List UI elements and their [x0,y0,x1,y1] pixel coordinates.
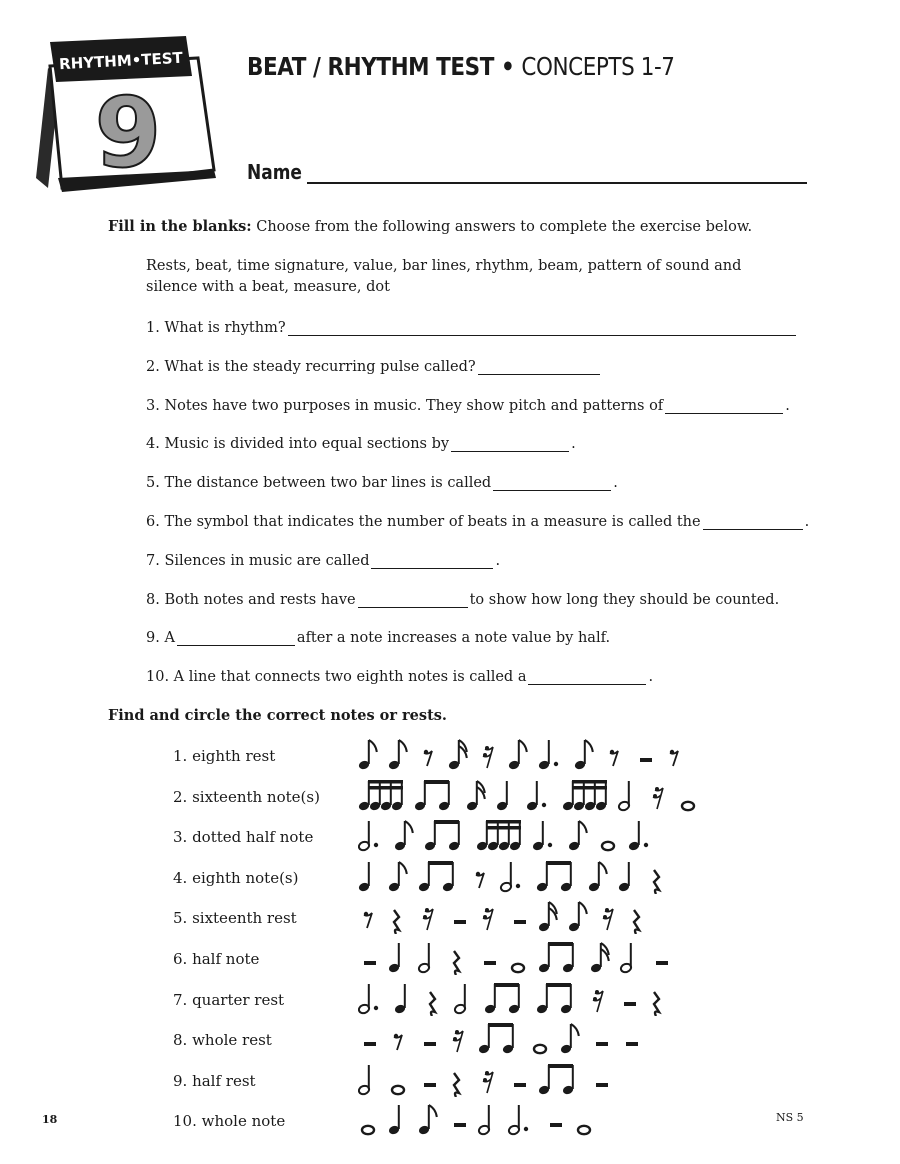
dotted-quarter-note-symbol[interactable] [628,821,648,852]
rhythm-symbols [358,894,738,934]
rhythm-symbols [358,732,738,772]
beamed-eighths-symbol[interactable] [418,861,455,893]
whole-note-symbol[interactable] [534,1045,546,1053]
dotted-half-note-symbol[interactable] [358,821,378,852]
half-rest-symbol[interactable] [424,1042,436,1046]
half-rest-symbol[interactable] [424,1083,436,1087]
half-note-symbol[interactable] [358,1065,370,1096]
question-9: 9. A after a note increases a note value by half. [146,630,611,646]
rhythm-symbols [358,976,738,1016]
question-10: 10. A line that connects two eighth notes is called a . [146,669,654,685]
page-title [247,52,675,81]
circle-row-label: 7. quarter rest [173,991,285,1009]
sixteenth-rest-symbol[interactable] [483,1071,493,1093]
quarter-note-symbol[interactable] [388,943,401,974]
answer-blank[interactable] [493,476,611,491]
whole-note-symbol[interactable] [512,964,524,972]
rhythm-row-7 [358,976,738,1016]
answer-blank[interactable] [177,631,295,646]
rhythm-row-1 [358,732,738,772]
quarter-rest-symbol[interactable] [454,1073,459,1097]
whole-note-symbol[interactable] [602,842,614,850]
fill-in-lead: Fill in the blanks: [108,218,252,235]
series-code: NS 5 [776,1111,804,1124]
half-rest-symbol[interactable] [626,1042,638,1046]
answer-blank[interactable] [478,360,600,375]
calendar-icon [28,28,228,203]
sixteenth-rest-symbol[interactable] [423,908,433,930]
sixteenth-rest-symbol[interactable] [593,990,603,1012]
quarter-note-symbol[interactable] [496,781,509,812]
page-number: 18 [42,1113,58,1126]
whole-note-symbol[interactable] [682,802,694,810]
eighth-note-symbol[interactable] [358,740,377,771]
answer-blank[interactable] [371,554,493,569]
sixteenth-note-symbol[interactable] [448,740,467,771]
half-rest-symbol[interactable] [514,920,526,924]
half-rest-symbol[interactable] [550,1123,562,1127]
whole-note-symbol[interactable] [392,1086,404,1094]
quarter-note-symbol[interactable] [618,862,631,893]
eighth-note-symbol[interactable] [418,1105,437,1136]
dotted-quarter-note-symbol[interactable] [532,821,552,852]
circle-row-label: 8. whole rest [173,1031,272,1049]
beamed-eighths-symbol[interactable] [538,942,575,974]
beamed-eighths-symbol[interactable] [484,983,521,1015]
rhythm-symbols [358,935,738,975]
name-line[interactable] [307,182,807,184]
circle-row-label: 2. sixteenth note(s) [173,788,320,806]
eighth-note-symbol[interactable] [508,740,527,771]
half-rest-symbol[interactable] [640,758,652,762]
rhythm-symbols [358,854,738,894]
sixteenth-rest-symbol[interactable] [483,746,493,768]
question-3: 3. Notes have two purposes in music. They show pitch and patterns of . [146,398,790,414]
fill-in-text: Choose from the following answers to complete the exercise below. [251,219,753,235]
name-field[interactable] [247,160,807,190]
eighth-note-symbol[interactable] [394,821,413,852]
title-separator: • [493,52,522,81]
quarter-note-symbol[interactable] [388,1105,401,1136]
rhythm-row-8 [358,1016,738,1056]
rhythm-symbols [358,813,738,853]
answer-blank[interactable] [451,437,569,452]
beamed-eighths-symbol[interactable] [536,983,573,1015]
eighth-note-symbol[interactable] [568,902,587,933]
rhythm-row-10 [358,1097,738,1137]
eighth-note-symbol[interactable] [388,862,407,893]
circle-row-label: 4. eighth note(s) [173,869,299,887]
rhythm-row-9 [358,1057,738,1097]
half-rest-symbol[interactable] [596,1042,608,1046]
dotted-half-note-symbol[interactable] [508,1105,528,1136]
circle-row-label: 6. half note [173,950,260,968]
sixteenth-rest-symbol[interactable] [603,908,613,930]
dotted-quarter-note-symbol[interactable] [526,781,546,812]
half-rest-symbol[interactable] [364,1042,376,1046]
answer-blank[interactable] [288,321,796,336]
circle-row-label: 9. half rest [173,1072,256,1090]
title-main: BEAT / RHYTHM TEST [247,52,494,81]
eighth-rest-symbol[interactable] [424,750,432,766]
answer-blank[interactable] [528,670,646,685]
rhythm-row-5 [358,894,738,934]
fill-in-instructions [108,218,752,235]
question-2: 2. What is the steady recurring pulse called? [146,355,602,375]
quarter-note-symbol[interactable] [394,984,407,1015]
name-label: Name [247,160,302,184]
eighth-rest-symbol[interactable] [476,872,484,888]
word-bank: Rests, beat, time signature, value, bar lines, rhythm, beam, pattern of sound and silence with a beat, measure, dot [146,258,742,295]
rhythm-row-3 [358,813,738,853]
rhythm-symbols [358,773,738,813]
quarter-rest-symbol[interactable] [454,951,459,975]
half-rest-symbol[interactable] [514,1083,526,1087]
sixteenth-note-symbol[interactable] [590,943,609,974]
dotted-quarter-note-symbol[interactable] [538,740,558,771]
question-1: 1. What is rhythm? [146,316,798,336]
circle-row-label: 1. eighth rest [173,747,276,765]
rhythm-test-logo [28,28,228,203]
half-note-symbol[interactable] [620,943,633,974]
half-note-symbol[interactable] [618,781,631,812]
badge-number: 9 [94,77,162,189]
question-5: 5. The distance between two bar lines is called . [146,475,618,491]
eighth-note-symbol[interactable] [588,862,607,893]
rhythm-symbols [358,1057,738,1097]
dotted-half-note-symbol[interactable] [358,984,378,1015]
eighth-rest-symbol[interactable] [364,912,372,928]
beamed-eighths-symbol[interactable] [424,820,461,852]
whole-note-symbol[interactable] [578,1126,590,1134]
question-8: 8. Both notes and rests have to show how long they should be counted. [146,592,780,608]
half-note-symbol[interactable] [478,1105,491,1136]
half-rest-symbol[interactable] [656,961,668,965]
rhythm-row-4 [358,854,738,894]
whole-note-symbol[interactable] [362,1126,374,1134]
title-concepts: CONCEPTS 1-7 [521,52,675,81]
eighth-rest-symbol[interactable] [670,750,678,766]
circle-row-label: 3. dotted half note [173,828,314,846]
half-rest-symbol[interactable] [624,1002,636,1006]
eighth-note-symbol[interactable] [560,1024,579,1055]
quarter-rest-symbol[interactable] [394,910,399,934]
sixteenth-rest-symbol[interactable] [453,1030,463,1052]
eighth-rest-symbol[interactable] [394,1034,402,1050]
circle-row-label: 10. whole note [173,1112,286,1130]
eighth-note-symbol[interactable] [388,740,407,771]
answer-blank[interactable] [665,399,783,414]
beamed-sixteenths-symbol[interactable] [476,820,522,852]
half-rest-symbol[interactable] [454,920,466,924]
quarter-rest-symbol[interactable] [430,992,435,1016]
beamed-sixteenths-symbol[interactable] [358,780,403,812]
beamed-eighths-symbol[interactable] [414,780,451,812]
quarter-rest-symbol[interactable] [654,992,659,1016]
sixteenth-rest-symbol[interactable] [653,787,663,809]
answer-blank[interactable] [703,515,803,530]
question-6: 6. The symbol that indicates the number of beats in a measure is called the . [146,514,810,530]
half-rest-symbol[interactable] [484,961,496,965]
quarter-rest-symbol[interactable] [654,870,659,894]
beamed-sixteenths-symbol[interactable] [562,780,608,812]
rhythm-row-6 [358,935,738,975]
half-note-symbol[interactable] [418,943,431,974]
badge-label: RHYTHM•TEST [58,48,184,74]
quarter-note-symbol[interactable] [358,862,370,893]
beamed-eighths-symbol[interactable] [478,1023,515,1055]
eighth-note-symbol[interactable] [574,740,593,771]
sixteenth-note-symbol[interactable] [538,902,557,933]
quarter-rest-symbol[interactable] [634,910,639,934]
sixteenth-rest-symbol[interactable] [483,908,493,930]
half-rest-symbol[interactable] [364,961,376,965]
half-rest-symbol[interactable] [454,1123,466,1127]
half-note-symbol[interactable] [454,984,467,1015]
rhythm-row-2 [358,773,738,813]
beamed-eighths-symbol[interactable] [536,861,573,893]
answer-blank[interactable] [358,593,468,608]
dotted-half-note-symbol[interactable] [500,862,520,893]
beamed-eighths-symbol[interactable] [538,1064,575,1096]
rhythm-symbols [358,1097,738,1137]
question-4: 4. Music is divided into equal sections by . [146,436,576,452]
question-7: 7. Silences in music are called . [146,553,501,569]
sixteenth-note-symbol[interactable] [466,781,485,812]
circle-row-label: 5. sixteenth rest [173,909,297,927]
eighth-note-symbol[interactable] [568,821,587,852]
half-rest-symbol[interactable] [596,1083,608,1087]
rhythm-symbols [358,1016,738,1056]
circle-section-title: Find and circle the correct notes or rests. [108,707,447,724]
eighth-rest-symbol[interactable] [610,750,618,766]
